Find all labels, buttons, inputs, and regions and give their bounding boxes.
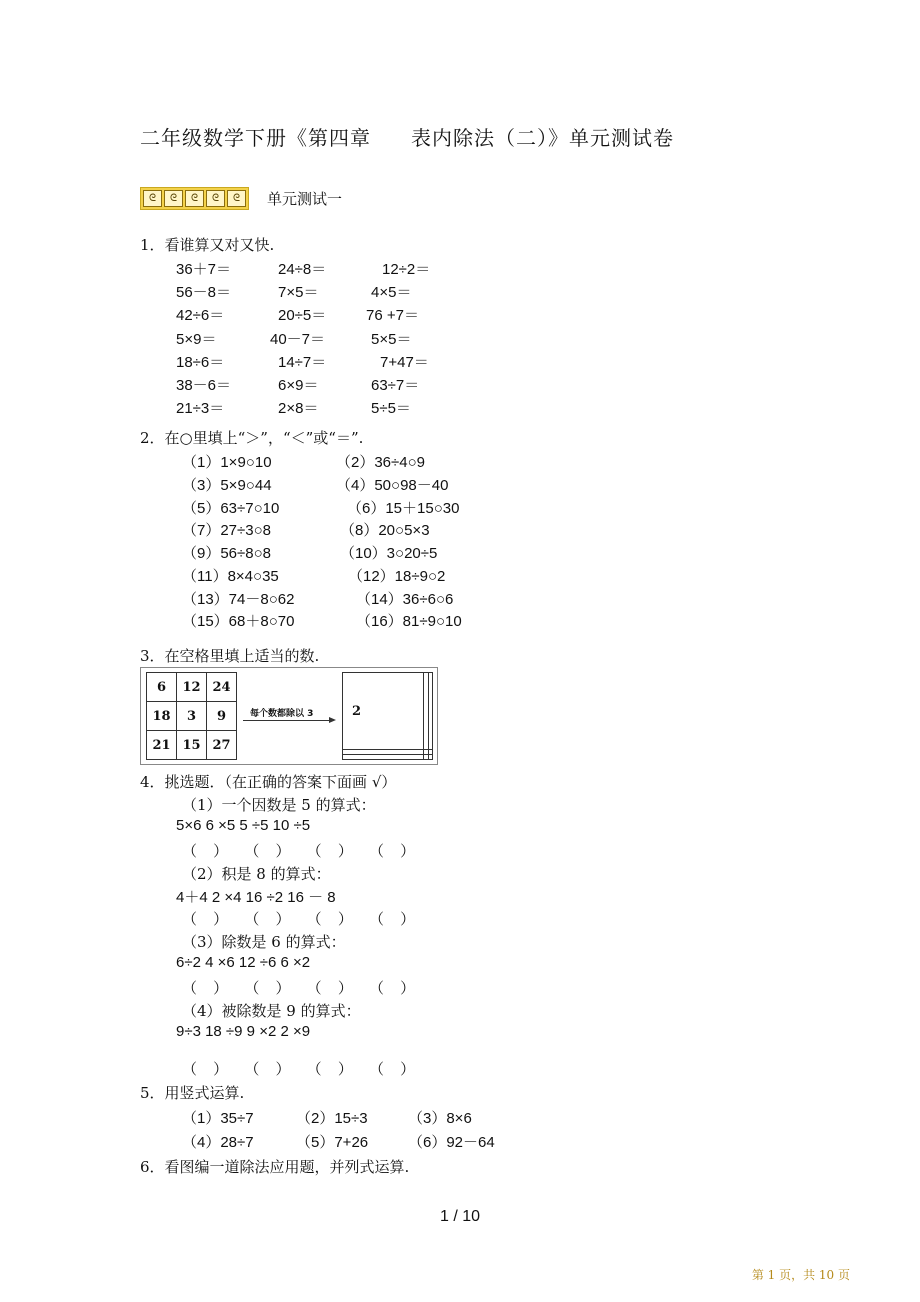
q2-item: （6）15＋15○30 [347,500,460,517]
grid-cell: 21 [147,731,177,760]
q1-item: 7+47＝ [380,354,429,371]
q1-item: 5×5＝ [371,331,412,348]
q4-answer-parens-2[interactable]: （ ） （ ） （ ） （ ） [182,911,422,928]
answer-cell[interactable] [428,755,432,760]
q2-item: （11）8×4○35 [182,568,279,585]
badge-icon: ᘓ [185,190,204,207]
q2-item: （1）1×9○10 [182,454,272,471]
arrow-right-icon [329,717,336,723]
q4-expressions-2: 4＋4 2 ×4 16 ÷2 16 － 8 [176,889,336,906]
q1-item: 7×5＝ [278,284,319,301]
q2-item: （9）56÷8○8 [182,545,272,562]
q1-item: 20÷5＝ [278,307,327,324]
q4-sub2: （2）积是 8 的算式： [182,865,331,883]
q2-item: （8）20○5×3 [340,522,430,539]
q1-item: 14÷7＝ [278,354,327,371]
q3-answer-grid [342,672,433,760]
q1-item: 40－7＝ [270,331,326,348]
q4-sub4: （4）被除数是 9 的算式： [182,1002,361,1020]
q2-item: （10）3○20÷5 [340,545,438,562]
grid-cell: 24 [207,673,237,702]
q1-item: 42÷6＝ [176,307,225,324]
q6-heading: 6．看图编一道除法应用题，并列式运算. [140,1158,410,1176]
arrow-label: 每个数都除以 3 [250,709,314,719]
q5-item: （6）92－64 [408,1134,495,1151]
q2-item: （12）18÷9○2 [348,568,446,585]
title-part-2: 表内除法（二）》单元测试卷 [411,126,674,150]
q1-item: 56－8＝ [176,284,232,301]
badge-icon: ᘓ [227,190,246,207]
q1-item: 5÷5＝ [371,400,411,417]
grid-cell: 2 [343,673,424,750]
q2-item: （14）36÷6○6 [356,591,454,608]
q1-item: 21÷3＝ [176,400,225,417]
arrow-line [243,720,329,721]
answer-cell[interactable] [343,755,424,760]
q5-item: （4）28÷7 [182,1134,254,1151]
q1-item: 12÷2＝ [382,261,431,278]
grid-cell: 18 [147,702,177,731]
q4-expressions-3: 6÷2 4 ×6 12 ÷6 6 ×2 [176,954,311,971]
title-part-1: 二年级数学下册《第四章 [140,126,371,150]
q2-item: （5）63÷7○10 [182,500,280,517]
q4-heading: 4．挑选题．（在正确的答案下面画 √） [140,773,397,791]
document-title [140,122,674,151]
q1-item: 76 +7＝ [366,307,419,324]
q5-item: （2）15÷3 [296,1110,368,1127]
q1-item: 36＋7＝ [176,261,232,278]
q5-item: （3）8×6 [408,1110,472,1127]
q1-item: 4×5＝ [371,284,412,301]
grid-cell: 3 [177,702,207,731]
q4-answer-parens-1[interactable]: （ ） （ ） （ ） （ ） [182,843,422,860]
grid-cell: 15 [177,731,207,760]
q4-expressions-1: 5×6 6 ×5 5 ÷5 10 ÷5 [176,817,311,834]
q1-item: 38－6＝ [176,377,232,394]
q2-item: （2）36÷4○9 [336,454,426,471]
unit-header [140,187,342,210]
q4-sub1: （1）一个因数是 5 的算式： [182,796,376,814]
q4-expressions-4: 9÷3 18 ÷9 9 ×2 2 ×9 [176,1023,311,1040]
badge-icon: ᘓ [164,190,183,207]
q2-item: （4）50○98－40 [336,477,449,494]
q3-source-grid [146,672,237,760]
grid-cell: 27 [207,731,237,760]
q1-item: 2×8＝ [278,400,319,417]
q5-item: （5）7+26 [296,1134,369,1151]
q5-item: （1）35÷7 [182,1110,254,1127]
q1-item: 6×9＝ [278,377,319,394]
unit-title: 单元测试一 [267,190,343,208]
q2-item: （13）74－8○62 [182,591,295,608]
q1-item: 24÷8＝ [278,261,327,278]
grid-cell: 9 [207,702,237,731]
page-corner-label: 第 1 页，共 10 页 [751,1268,850,1282]
page-number: 1 / 10 [439,1208,481,1225]
badge-icon: ᘓ [143,190,162,207]
badge-icon: ᘓ [206,190,225,207]
grid-cell: 6 [147,673,177,702]
q2-heading: 2．在○里填上“＞”，“＜”或“＝”. [140,429,364,447]
q5-heading: 5．用竖式运算. [140,1084,245,1102]
q2-item: （3）5×9○44 [182,477,272,494]
q3-heading: 3．在空格里填上适当的数. [140,647,320,665]
q2-item: （15）68＋8○70 [182,613,295,630]
answer-cell[interactable] [428,673,432,750]
q4-sub3: （3）除数是 6 的算式： [182,933,346,951]
q1-item: 5×9＝ [176,331,217,348]
q1-item: 18÷6＝ [176,354,225,371]
q2-item: （16）81÷9○10 [356,613,462,630]
decorative-badges [140,187,249,210]
q4-answer-parens-3[interactable]: （ ） （ ） （ ） （ ） [182,980,422,997]
q1-heading: 1．看谁算又对又快. [140,236,275,254]
grid-cell: 12 [177,673,207,702]
q1-item: 63÷7＝ [371,377,420,394]
q2-item: （7）27÷3○8 [182,522,272,539]
q4-answer-parens-4[interactable]: （ ） （ ） （ ） （ ） [182,1061,422,1078]
